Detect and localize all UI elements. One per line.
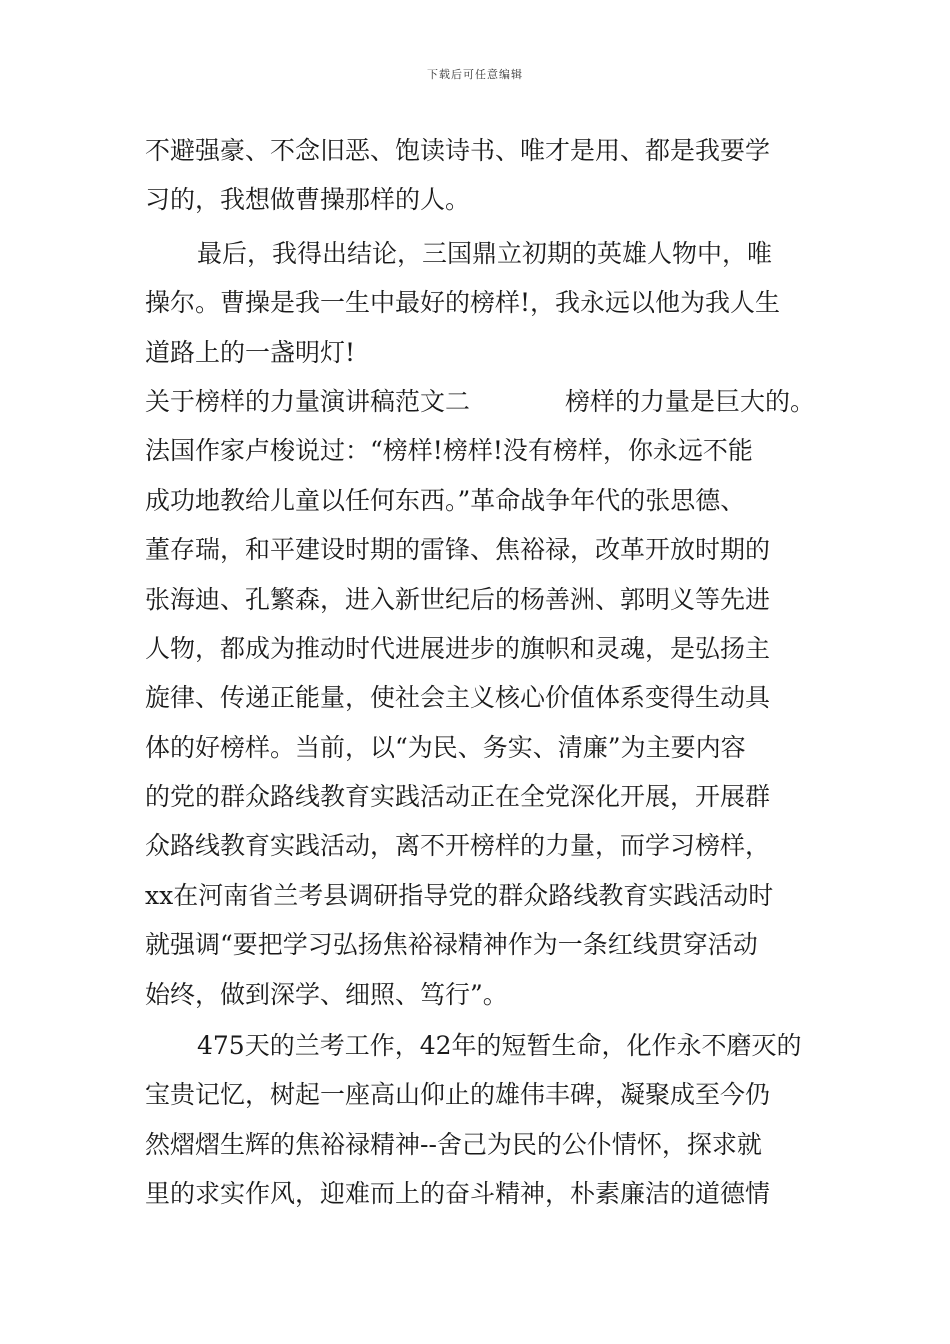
text-line: 体的好榜样。当前，以“为民、务实、清廉”为主要内容 (145, 732, 746, 762)
text-line: 人物，都成为推动时代进展进步的旗帜和灵魂，是弘扬主 (145, 633, 771, 663)
page-header: 下载后可任意编辑 (427, 68, 523, 81)
paragraph-start-line: 最后，我得出结论，三国鼎立初期的英雄人物中，唯 (197, 238, 773, 268)
text-line: 不避强豪、不念旧恶、饱读诗书、唯才是用、都是我要学 (145, 136, 771, 165)
section-title: 关于榜样的力量演讲稿范文二 (145, 386, 471, 416)
text-line: 众路线教育实践活动，离不开榜样的力量，而学习榜样， (145, 831, 771, 861)
document-body (145, 126, 815, 1219)
paragraph-start-line: 475天的兰考工作，42年的短暂生命，化作永不磨灭的 (197, 1031, 802, 1061)
text-line: 张海迪、孔繁森，进入新世纪后的杨善洲、郭明义等先进 (145, 584, 771, 614)
text-line: 道路上的一盏明灯! (145, 337, 356, 367)
text-line: 成功地教给儿童以任何东西。”革命战争年代的张思德、 (145, 485, 746, 515)
text-line: xx在河南省兰考县调研指导党的群众路线教育实践活动时 (145, 880, 774, 910)
text-line: 宝贵记忆，树起一座高山仰止的雄伟丰碑，凝聚成至今仍 (145, 1080, 771, 1110)
text-line: 旋律、传递正能量，使社会主义核心价值体系变得生动具 (145, 683, 771, 713)
section-title-line (145, 377, 815, 426)
text-line: 习的，我想做曹操那样的人。 (145, 185, 471, 215)
section-lead-sentence: 榜样的力量是巨大的。 (564, 386, 815, 416)
text-line: 的党的群众路线教育实践活动正在全党深化开展，开展群 (145, 782, 771, 812)
text-line: 法国作家卢梭说过：“榜样!榜样!没有榜样，你永远不能 (145, 436, 753, 466)
text-line: 就强调“要把学习弘扬焦裕禄精神作为一条红线贯穿活动 (145, 930, 758, 960)
text-line: 然熠熠生辉的焦裕禄精神--舍己为民的公仆情怀，探求就 (145, 1129, 762, 1159)
text-line: 里的求实作风，迎难而上的奋斗精神，朴素廉洁的道德情 (145, 1179, 771, 1209)
text-line: 董存瑞，和平建设时期的雷锋、焦裕禄，改革开放时期的 (145, 535, 771, 565)
text-line: 始终，做到深学、细照、笃行”。 (145, 979, 508, 1009)
text-line: 操尔。曹操是我一生中最好的榜样!，我永远以他为我人生 (145, 288, 781, 318)
